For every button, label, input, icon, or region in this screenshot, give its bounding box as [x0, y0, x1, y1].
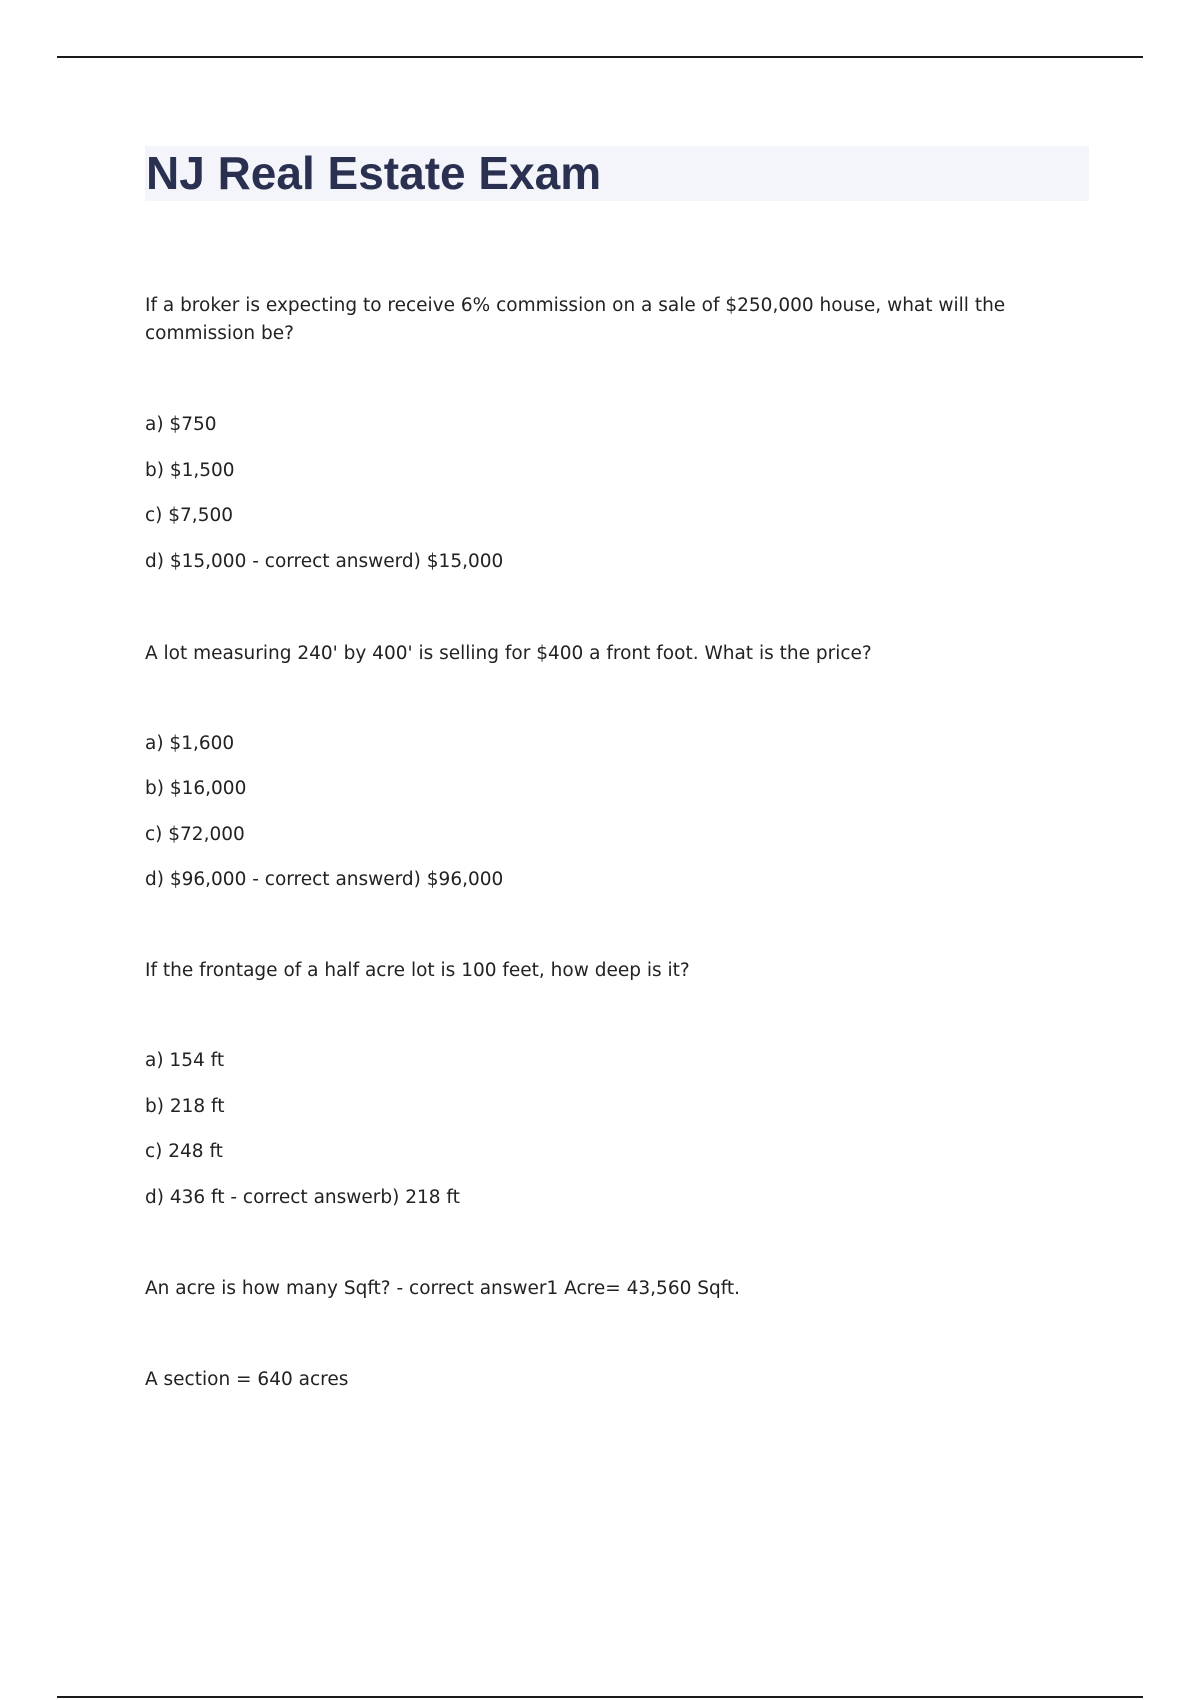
note-section: A section = 640 acres [145, 1369, 349, 1390]
question-1-option-a: a) $750 [145, 414, 217, 435]
question-2-option-d: d) $96,000 - correct answerd) $96,000 [145, 869, 504, 890]
question-3-option-b: b) 218 ft [145, 1096, 225, 1117]
page-title: NJ Real Estate Exam [146, 147, 602, 199]
bottom-divider [57, 1696, 1143, 1698]
note-acre: An acre is how many Sqft? - correct answer1 Acre= 43,560 Sqft. [145, 1278, 741, 1299]
question-2-option-c: c) $72,000 [145, 824, 245, 845]
question-1-option-b: b) $1,500 [145, 460, 235, 481]
question-1-option-c: c) $7,500 [145, 505, 234, 526]
question-2-option-b: b) $16,000 [145, 778, 247, 799]
question-2-option-a: a) $1,600 [145, 733, 235, 754]
question-3-option-d: d) 436 ft - correct answerb) 218 ft [145, 1187, 460, 1208]
question-1-text: If a broker is expecting to receive 6% commission on a sale of $250,000 house, what will the commission be? [145, 295, 1006, 344]
question-3-text: If the frontage of a half acre lot is 100 feet, how deep is it? [145, 960, 690, 981]
top-divider [57, 56, 1143, 58]
question-2-text: A lot measuring 240' by 400' is selling for $400 a front foot. What is the price? [145, 643, 872, 664]
question-3-option-c: c) 248 ft [145, 1141, 223, 1162]
question-3-option-a: a) 154 ft [145, 1050, 225, 1071]
question-1-option-d: d) $15,000 - correct answerd) $15,000 [145, 551, 504, 572]
